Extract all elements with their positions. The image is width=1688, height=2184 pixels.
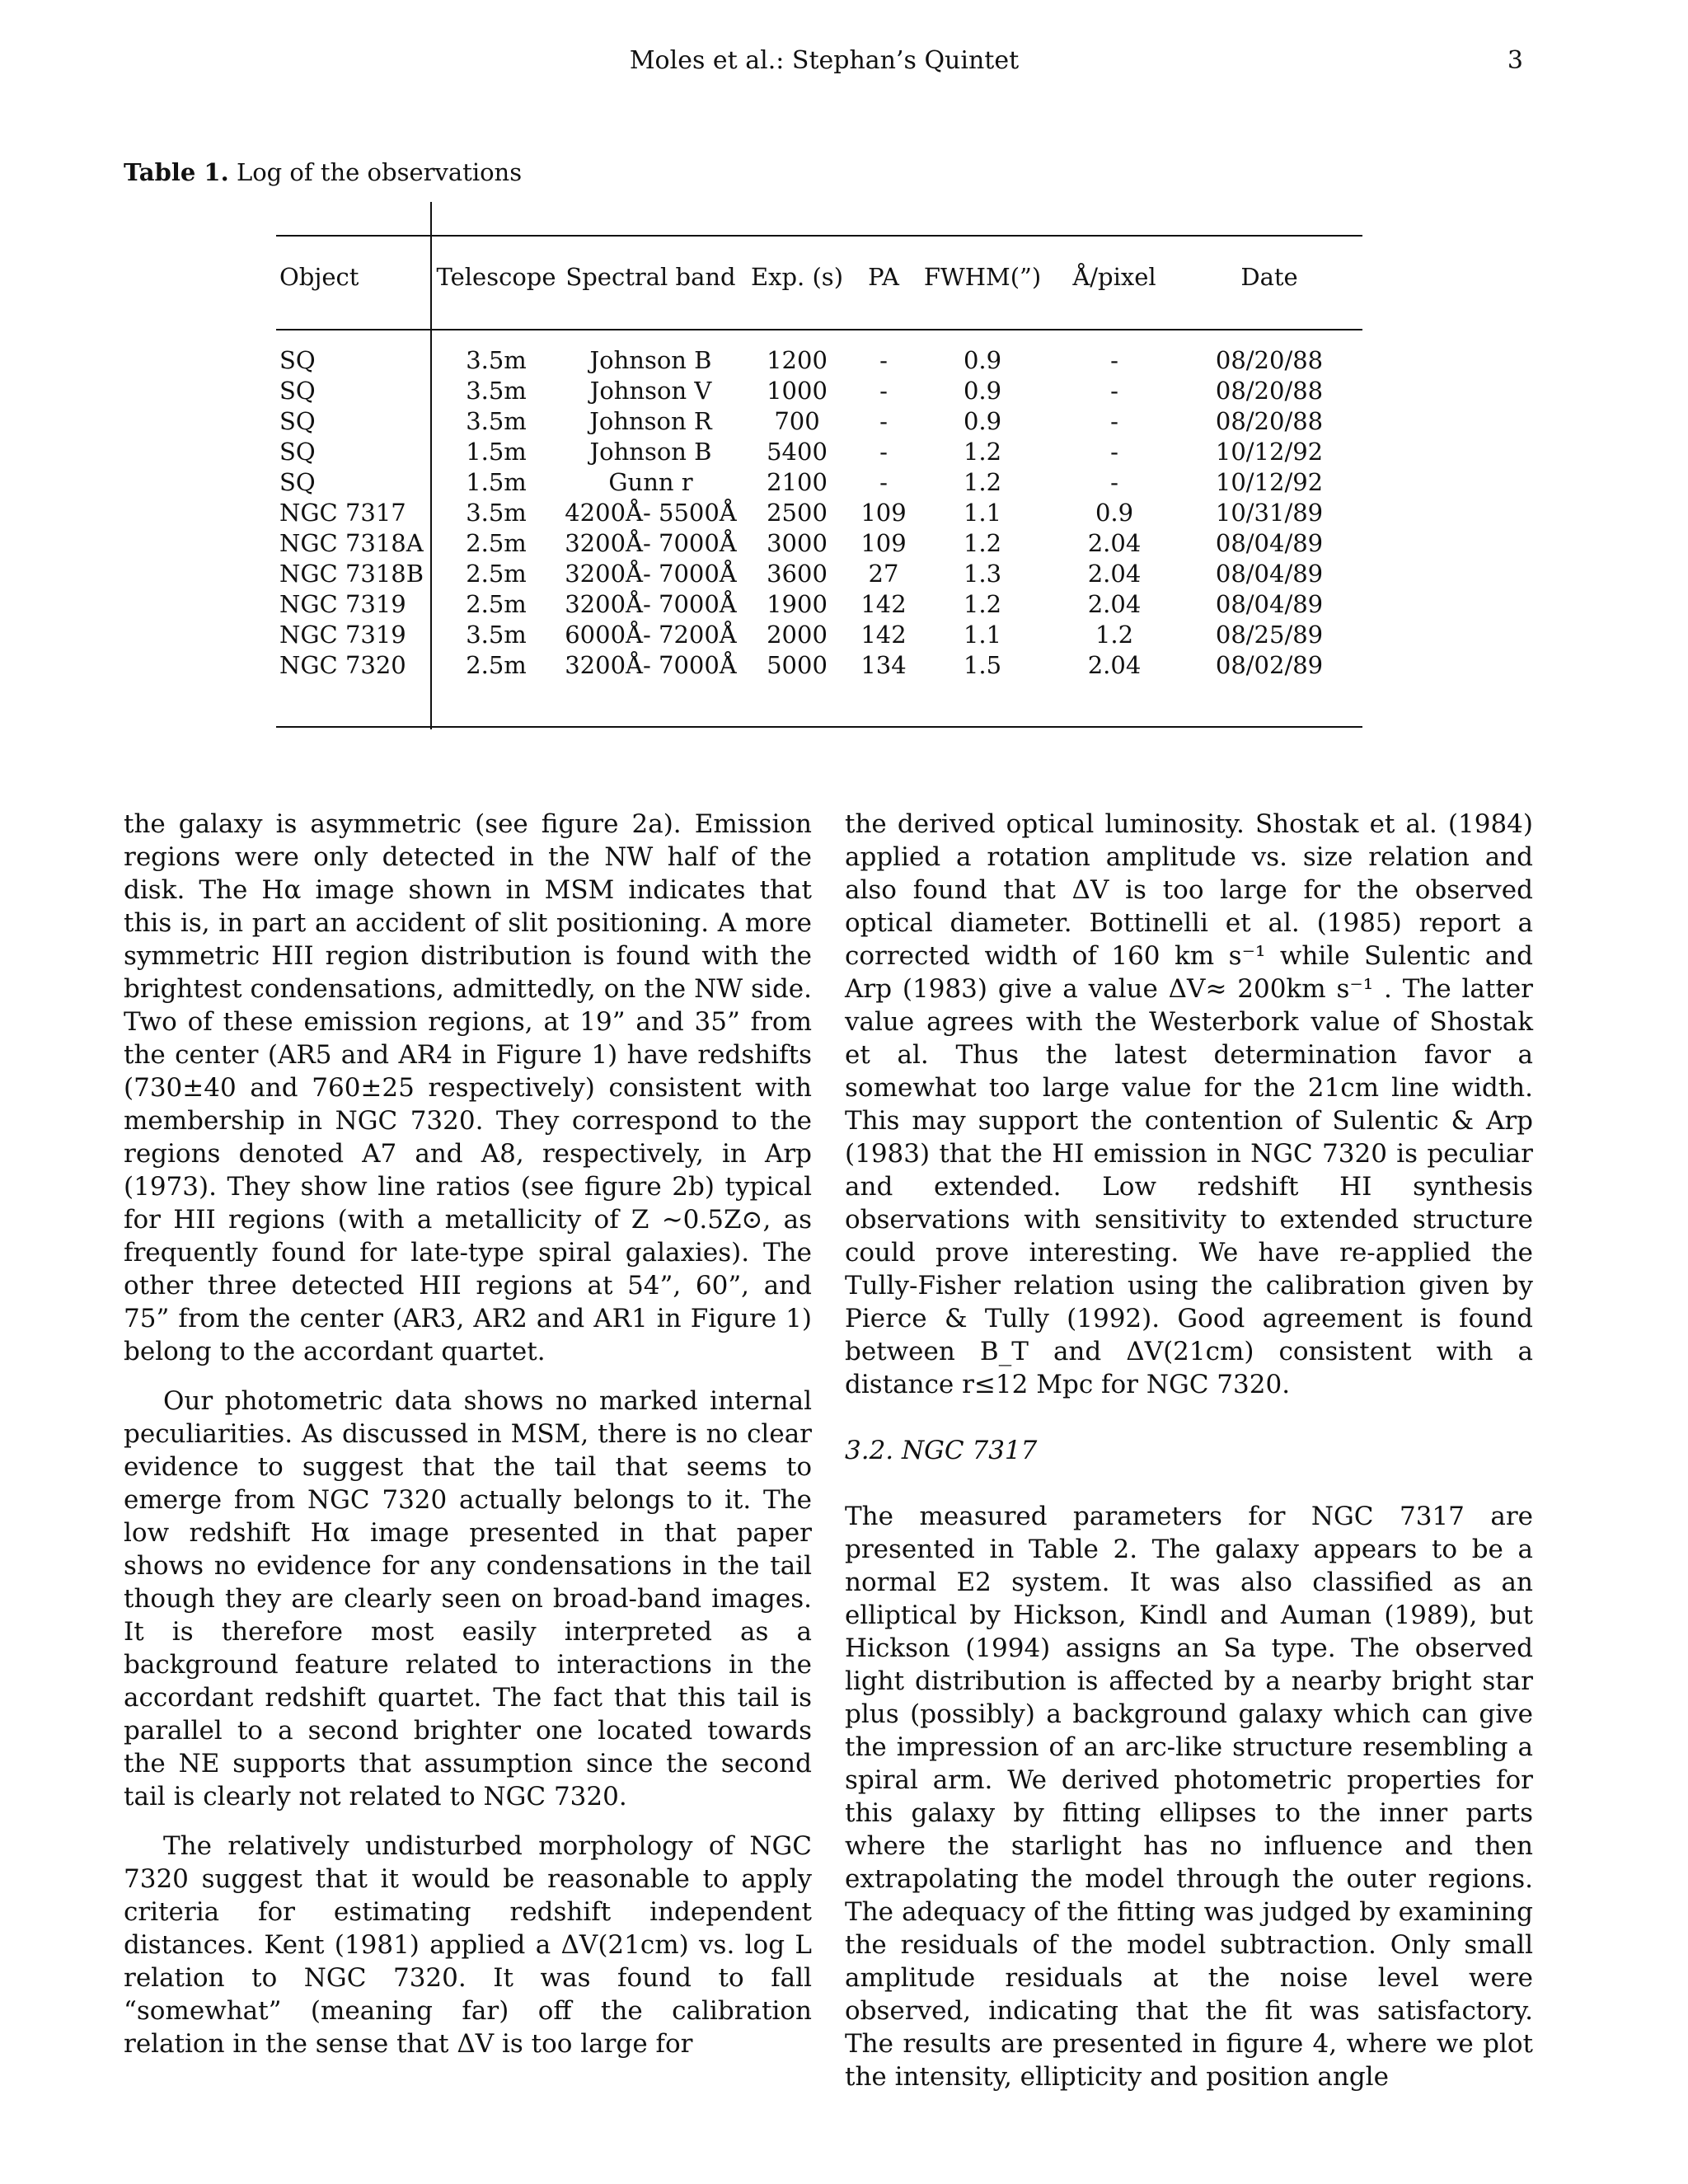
table-cell: Johnson B [589, 346, 712, 374]
table-cell: - [879, 346, 888, 374]
table-cell: 2.5m [466, 590, 527, 618]
column-header: PA [868, 263, 899, 291]
table-cell: SQ [279, 407, 316, 435]
table-row [276, 498, 1362, 528]
table-cell: - [879, 438, 888, 466]
table-cell: 134 [860, 651, 907, 679]
table-cell: - [879, 407, 888, 435]
column-header: Object [279, 263, 359, 291]
table-row [276, 437, 1362, 467]
table-cell: 3.5m [466, 499, 527, 527]
table-cell: 0.9 [1095, 499, 1134, 527]
table-cell: 1.2 [963, 529, 1002, 557]
table-caption-label: Table 1. [124, 158, 229, 186]
table-row [276, 528, 1362, 559]
table-row [276, 345, 1362, 376]
table-cell: 3200Å- 7000Å [565, 651, 737, 679]
table-cell: 2.5m [466, 651, 527, 679]
table-row [276, 559, 1362, 589]
table-cell: 1200 [767, 346, 828, 374]
table-cell: 1.3 [963, 560, 1002, 588]
table-cell: 08/20/88 [1215, 346, 1324, 374]
table-cell: Johnson R [589, 407, 712, 435]
table-cell: Johnson B [589, 438, 712, 466]
table-cell: SQ [279, 346, 316, 374]
table-cell: 6000Å- 7200Å [565, 621, 737, 649]
table-cell: 3.5m [466, 621, 527, 649]
table-top-rule [276, 235, 1362, 237]
table-cell: NGC 7319 [279, 590, 406, 618]
page-number: 3 [1507, 46, 1523, 75]
right-column [845, 808, 1533, 2110]
table-row [276, 589, 1362, 620]
table-cell: - [1110, 377, 1118, 405]
column-header: Exp. (s) [750, 263, 844, 291]
table-cell: SQ [279, 377, 316, 405]
table-cell: 4200Å- 5500Å [565, 499, 737, 527]
table-cell: 1.1 [963, 621, 1002, 649]
table-cell: 1.5m [466, 468, 527, 496]
table-cell: 1.5 [963, 651, 1002, 679]
table-cell: 1.5m [466, 438, 527, 466]
table-cell: 1000 [767, 377, 828, 405]
table-cell: NGC 7317 [279, 499, 406, 527]
table-cell: 3200Å- 7000Å [565, 590, 737, 618]
table-row [276, 650, 1362, 681]
table-cell: - [879, 377, 888, 405]
table-cell: 10/12/92 [1215, 468, 1324, 496]
table-cell: 3200Å- 7000Å [565, 529, 737, 557]
table-cell: 3600 [767, 560, 828, 588]
table-cell: 5400 [767, 438, 828, 466]
table-cell: 109 [860, 499, 907, 527]
table-row [276, 406, 1362, 437]
table-cell: 2.04 [1087, 560, 1142, 588]
table-cell: 3000 [767, 529, 828, 557]
running-title: Moles et al.: Stephan’s Quintet [629, 46, 1020, 75]
table-cell: - [1110, 438, 1118, 466]
left-column [124, 808, 812, 2077]
table-row [276, 467, 1362, 498]
table-cell: 2100 [767, 468, 828, 496]
table-cell: 08/02/89 [1215, 651, 1324, 679]
observations-table-grid [276, 251, 1362, 681]
table-cell: 08/04/89 [1215, 529, 1324, 557]
table-cell: 109 [860, 529, 907, 557]
right-paragraph-2: The measured parameters for NGC 7317 are presented in Table 2. The galaxy appears to be a normal E2 system. It was also classified as an elliptical by Hickson, Kindl and Auman (1989), but Hickson (1994) assigns an Sa type. The observed light distribution is affected by a nearby bright star plus (possibly) a background galaxy which can give the impression of an arc-like structure resembling a spiral arm. We derived photometric properties for this galaxy by fitting ellipses to the inner parts where the starlight has no influence and then extrapolating the model through the outer regions. The adequacy of the fitting was judged by examining the residuals of the model subtraction. Only small amplitude residuals at the noise level were observed, indicating that the fit was satisfactory. The results are presented in figure 4, where we plot the intensity, ellipticity and position angle [845, 1502, 1533, 2092]
table-cell: 2.5m [466, 560, 527, 588]
table-cell: 2500 [767, 499, 828, 527]
table-cell: NGC 7320 [279, 651, 406, 679]
column-header: Date [1240, 263, 1298, 291]
table-cell: 0.9 [963, 407, 1002, 435]
table-cell: 2.04 [1087, 590, 1142, 618]
table-cell: 1.1 [963, 499, 1002, 527]
table-cell: 3.5m [466, 346, 527, 374]
table-caption-text: Log of the observations [236, 158, 523, 186]
table-cell: - [1110, 407, 1118, 435]
left-paragraph-3: The relatively undisturbed morphology of NGC 7320 suggest that it would be reasonable to apply criteria for estimating redshift independent distances. Kent (1981) applied a ΔV(21cm) vs. log L relation to NGC 7320. It was found to fall “somewhat” (meaning far) off the calibration relation in the sense that ΔV is too large for [124, 1831, 812, 2059]
table-cell: 10/31/89 [1215, 499, 1324, 527]
table-cell: 1900 [767, 590, 828, 618]
left-paragraph-1: the galaxy is asymmetric (see figure 2a). Emission regions were only detected in the NW half of the disk. The Hα image shown in MSM indicates that this is, in part an accident of slit positioning. A more symmetric HII region distribution is found with the brightest condensations, admittedly, on the NW side. Two of these emission regions, at 19” and 35” from the center (AR5 and AR4 in Figure 1) have redshifts (730±40 and 760±25 respectively) consistent with membership in NGC 7320. They correspond to the regions denoted A7 and A8, respectively, in Arp (1973). They show line ratios (see figure 2b) typical for HII regions (with a metallicity of Z ∼0.5Z⊙, as frequently found for late-type spiral galaxies). The other three detected HII regions at 54”, 60”, and 75” from the center (AR3, AR2 and AR1 in Figure 1) belong to the accordant quartet. [124, 809, 812, 1366]
column-header: Å/pixel [1072, 263, 1156, 291]
table-cell: 142 [860, 590, 907, 618]
table-bottom-rule [276, 726, 1362, 728]
table-cell: NGC 7318A [279, 529, 424, 557]
table-row [276, 620, 1362, 650]
column-header: FWHM(”) [923, 263, 1042, 291]
table-cell: NGC 7319 [279, 621, 406, 649]
table-cell: 10/12/92 [1215, 438, 1324, 466]
table-cell: 142 [860, 621, 907, 649]
column-header: Telescope [436, 263, 556, 291]
table-cell: 3.5m [466, 407, 527, 435]
table-cell: 1.2 [963, 438, 1002, 466]
table-cell: 0.9 [963, 346, 1002, 374]
table-cell: 0.9 [963, 377, 1002, 405]
table-cell: 3.5m [466, 377, 527, 405]
table-cell: 1.2 [963, 468, 1002, 496]
table-cell: - [1110, 346, 1118, 374]
table-cell: 2.04 [1087, 529, 1142, 557]
table-cell: SQ [279, 438, 316, 466]
table-cell: 08/04/89 [1215, 560, 1324, 588]
table-cell: SQ [279, 468, 316, 496]
left-paragraph-2: Our photometric data shows no marked internal peculiarities. As discussed in MSM, there is no clear evidence to suggest that the tail that seems to emerge from NGC 7320 actually belongs to it. The low redshift Hα image presented in that paper shows no evidence for any condensations in the tail though they are clearly seen on broad-band images. It is therefore most easily interpreted as a background feature related to interactions in the accordant redshift quartet. The fact that this tail is parallel to a second brighter one located towards the NE supports that assumption since the second tail is clearly not related to NGC 7320. [124, 1386, 812, 1811]
observations-table [276, 202, 1362, 729]
right-paragraph-1: the derived optical luminosity. Shostak et al. (1984) applied a rotation amplitude vs. size relation and also found that ΔV is too large for the observed optical diameter. Bottinelli et al. (1985) report a corrected width of 160 km s⁻¹ while Sulentic and Arp (1983) give a value ΔV≈ 200km s⁻¹ . The latter value agrees with the Westerbork value of Shostak et al. Thus the latest determination favor a somewhat too large value for the 21cm line width. This may support the contention of Sulentic & Arp (1983) that the HI emission in NGC 7320 is peculiar and extended. Low redshift HI synthesis observations with sensitivity to extended structure could prove interesting. We have re-applied the Tully-Fisher relation using the calibration given by Pierce & Tully (1992). Good agreement is found between B_T and ΔV(21cm) consistent with a distance r≤12 Mpc for NGC 7320. [845, 809, 1533, 1399]
table-cell: Johnson V [589, 377, 712, 405]
table-cell: 5000 [767, 651, 828, 679]
table-cell: 08/20/88 [1215, 377, 1324, 405]
table-cell: 08/04/89 [1215, 590, 1324, 618]
table-cell: NGC 7318B [279, 560, 424, 588]
section-heading: 3.2. NGC 7317 [845, 1436, 1038, 1465]
column-header: Spectral band [565, 263, 736, 291]
table-cell: 2000 [767, 621, 828, 649]
table-row [276, 376, 1362, 406]
table-cell: - [1110, 468, 1118, 496]
table-cell: 2.5m [466, 529, 527, 557]
page-header [0, 46, 1688, 79]
table-cell: - [879, 468, 888, 496]
table-cell: 08/25/89 [1215, 621, 1324, 649]
table-cell: 08/20/88 [1215, 407, 1324, 435]
table-cell: 3200Å- 7000Å [565, 560, 737, 588]
table-cell: 700 [774, 407, 820, 435]
table-cell: 1.2 [963, 590, 1002, 618]
table-caption [124, 158, 522, 186]
table-cell: 27 [868, 560, 899, 588]
table-cell: Gunn r [608, 468, 693, 496]
table-cell: 2.04 [1087, 651, 1142, 679]
table-header-row [276, 251, 1362, 302]
table-cell: 1.2 [1095, 621, 1134, 649]
